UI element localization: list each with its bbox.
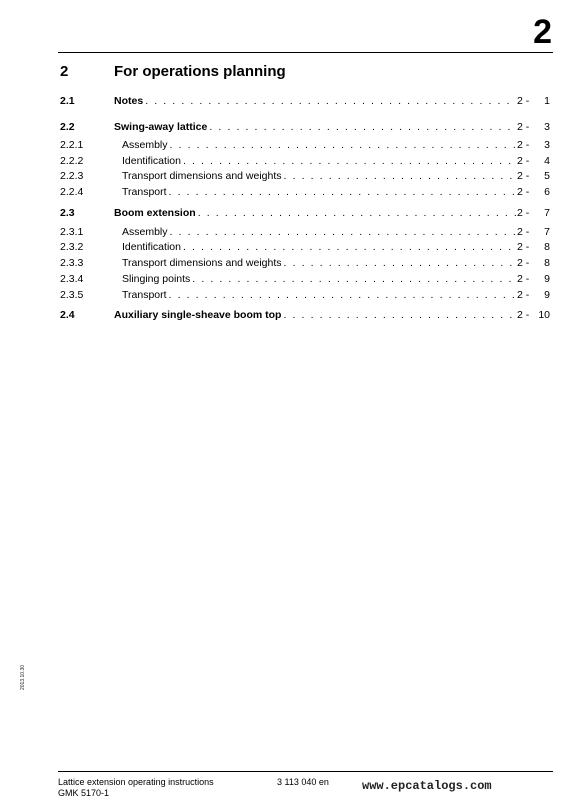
footer-rule (58, 771, 553, 772)
dot-leader (169, 288, 516, 302)
toc-page: 5 (544, 170, 550, 182)
toc-chapter: 2 - (517, 226, 530, 238)
toc-title: Auxiliary single-sheave boom top (114, 309, 282, 321)
toc-number: 2.3.1 (60, 226, 84, 238)
toc-page: 9 (544, 273, 550, 285)
toc-number: 2.2.2 (60, 155, 84, 167)
toc-chapter: 2 - (517, 186, 530, 198)
dot-leader (145, 94, 516, 108)
date-stamp: 2013.10.30 (20, 664, 26, 690)
toc-page: 8 (544, 241, 550, 253)
toc-chapter: 2 - (517, 95, 530, 107)
dot-leader (209, 120, 516, 134)
toc-title: Notes (114, 95, 144, 107)
dot-leader (284, 256, 516, 270)
toc-entry-2-2-4[interactable] (0, 185, 575, 199)
toc-number: 2.2.1 (60, 139, 84, 151)
toc-entry-2-3-4[interactable] (0, 272, 575, 286)
toc-entry-2-3-3[interactable] (0, 256, 575, 270)
footer-model: GMK 5170-1 (58, 788, 110, 798)
dot-leader (183, 240, 516, 254)
toc-page: 7 (544, 207, 550, 219)
toc-title: Identification (122, 155, 181, 167)
toc-entry-2-2-1[interactable] (0, 138, 575, 152)
toc-page: 8 (544, 257, 550, 269)
toc-chapter: 2 - (517, 155, 530, 167)
chapter-number: 2 (533, 13, 552, 51)
footer-doc-title: Lattice extension operating instructions (58, 777, 214, 787)
watermark-url: www.epcatalogs.com (362, 779, 492, 793)
toc-entry-2-4[interactable] (0, 308, 575, 322)
toc-entry-2-3-2[interactable] (0, 240, 575, 254)
toc-number: 2.1 (60, 95, 75, 107)
dot-leader (170, 225, 516, 239)
toc-title: Transport dimensions and weights (122, 170, 282, 182)
toc-title: Assembly (122, 226, 168, 238)
toc-number: 2.2.3 (60, 170, 84, 182)
footer-doc-code: 3 113 040 en (277, 777, 329, 787)
footer-title-block (58, 777, 214, 799)
toc-title: Boom extension (114, 207, 196, 219)
section-title: For operations planning (114, 63, 286, 80)
toc-entry-2-3[interactable] (0, 206, 575, 220)
toc-entry-2-3-5[interactable] (0, 288, 575, 302)
dot-leader (192, 272, 516, 286)
toc-entry-2-2-3[interactable] (0, 169, 575, 183)
toc-title: Assembly (122, 139, 168, 151)
toc-title: Transport dimensions and weights (122, 257, 282, 269)
dot-leader (169, 185, 516, 199)
toc-title: Slinging points (122, 273, 191, 285)
toc-page: 10 (538, 309, 550, 321)
toc-chapter: 2 - (517, 241, 530, 253)
toc-chapter: 2 - (517, 273, 530, 285)
toc-chapter: 2 - (517, 170, 530, 182)
toc-title: Identification (122, 241, 181, 253)
toc-entry-2-2[interactable] (0, 120, 575, 134)
dot-leader (284, 169, 516, 183)
toc-number: 2.3.5 (60, 289, 84, 301)
toc-page: 3 (544, 139, 550, 151)
toc-chapter: 2 - (517, 289, 530, 301)
toc-page: 3 (544, 121, 550, 133)
section-number: 2 (60, 63, 69, 80)
section-heading (0, 63, 575, 83)
toc-number: 2.2.4 (60, 186, 84, 198)
dot-leader (198, 206, 516, 220)
dot-leader (183, 154, 516, 168)
toc-chapter: 2 - (517, 309, 530, 321)
dot-leader (283, 308, 516, 322)
toc-page: 1 (544, 95, 550, 107)
toc-page: 9 (544, 289, 550, 301)
toc-chapter: 2 - (517, 139, 530, 151)
toc-chapter: 2 - (517, 257, 530, 269)
toc-page: 4 (544, 155, 550, 167)
toc-entry-2-2-2[interactable] (0, 154, 575, 168)
toc-number: 2.3.3 (60, 257, 84, 269)
toc-title: Transport (122, 289, 167, 301)
toc-title: Transport (122, 186, 167, 198)
toc-number: 2.4 (60, 309, 75, 321)
toc-title: Swing-away lattice (114, 121, 208, 133)
toc-chapter: 2 - (517, 207, 530, 219)
toc-page: 6 (544, 186, 550, 198)
toc-number: 2.2 (60, 121, 75, 133)
toc-page: 7 (544, 226, 550, 238)
toc-number: 2.3.4 (60, 273, 84, 285)
dot-leader (170, 138, 516, 152)
toc-number: 2.3 (60, 207, 75, 219)
toc-chapter: 2 - (517, 121, 530, 133)
toc-number: 2.3.2 (60, 241, 84, 253)
toc-entry-2-1[interactable] (0, 94, 575, 108)
toc-entry-2-3-1[interactable] (0, 225, 575, 239)
header-rule (58, 52, 553, 53)
